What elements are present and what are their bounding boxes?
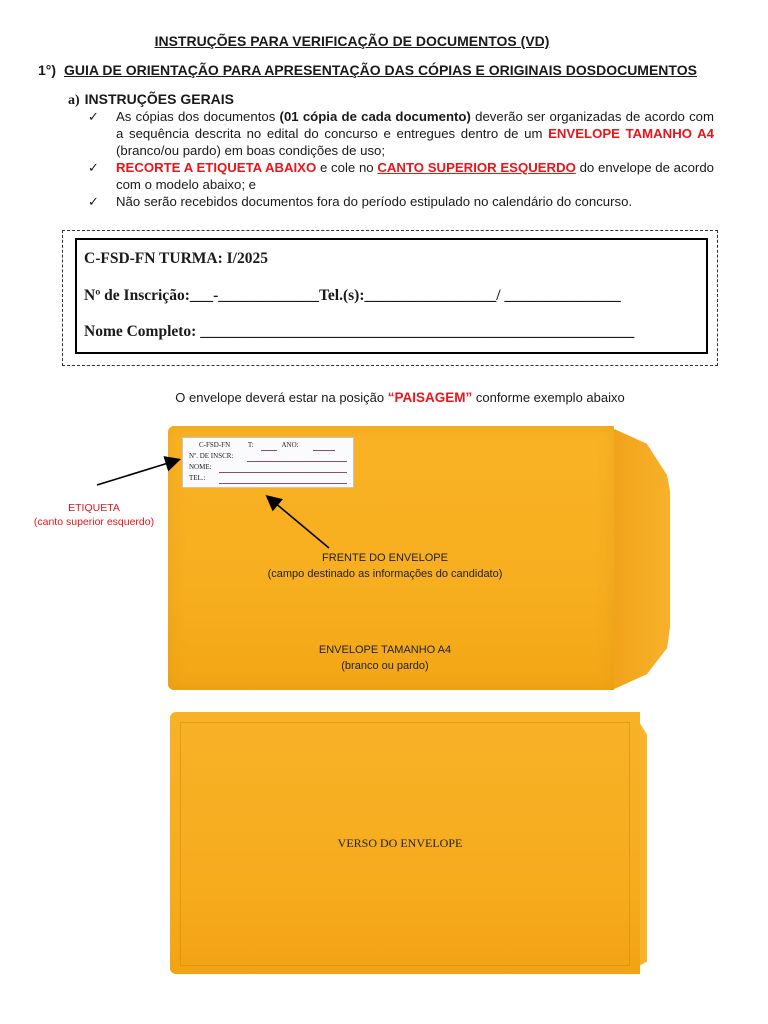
label-registration-line: Nº de Inscrição:___-_____________Tel.(s):_________________/ _______________ xyxy=(84,287,621,304)
etiqueta-title: ETIQUETA xyxy=(68,502,120,514)
front-label-title: FRENTE DO ENVELOPE xyxy=(322,552,448,564)
mini-label-row: NOME: xyxy=(189,463,212,471)
checkmark-icon: ✓ xyxy=(88,109,99,124)
label-name-line: Nome Completo: ________________________________________________________ xyxy=(84,323,635,340)
back-envelope-label: VERSO DO ENVELOPE xyxy=(337,836,463,850)
section-title: INSTRUÇÕES GERAIS xyxy=(84,91,235,107)
mini-label-row: Nº. DE INSCR: xyxy=(189,452,234,460)
note-text-red: “PAISAGEM” xyxy=(387,390,473,405)
guide-text: GUIA DE ORIENTAÇÃO PARA APRESENTAÇÃO DAS CÓPIAS E ORIGINAIS DOSDOCUMENTOS xyxy=(64,62,697,78)
envelope-size-subtitle: (branco ou pardo) xyxy=(341,660,429,672)
item-text: deverão ser organizadas de acordo com a sequência descrita no edital do concurso e entregues dentro de um xyxy=(116,109,715,141)
checkmark-icon: ✓ xyxy=(88,194,99,209)
guide-number: 1°) xyxy=(38,62,57,78)
label-class-line: C-FSD-FN TURMA: I/2025 xyxy=(84,250,268,267)
etiqueta-arrow-icon xyxy=(97,460,178,485)
item-text: Não serão recebidos documentos fora do período estipulado no calendário do concurso. xyxy=(116,194,633,209)
mini-label-text: C-FSD-FN xyxy=(199,441,231,449)
item-text-red: ENVELOPE TAMANHO A4 xyxy=(548,126,714,141)
item-text: do envelope de acordo com o modelo abaixo; e xyxy=(116,160,714,192)
item-text: As cópias dos documentos xyxy=(116,109,280,124)
note-text: O envelope deverá estar na posição xyxy=(175,390,388,405)
mini-label-row: TEL.: xyxy=(189,474,206,482)
note-text: conforme exemplo abaixo xyxy=(472,390,625,405)
item-text: e cole no xyxy=(316,160,378,175)
mini-label-text: ANO: xyxy=(281,441,299,449)
item-text: (branco/ou pardo) em boas condições de uso; xyxy=(116,143,386,158)
etiqueta-subtitle: (canto superior esquerdo) xyxy=(33,516,155,528)
document-title: INSTRUÇÕES PARA VERIFICAÇÃO DE DOCUMENTOS (VD) xyxy=(154,33,550,49)
section-letter: a) xyxy=(68,93,80,108)
item-text-red: RECORTE A ETIQUETA ABAIXO xyxy=(116,160,317,175)
mini-label-text: T: xyxy=(247,441,254,449)
front-field-arrow-icon xyxy=(268,497,329,548)
item-text-bold: (01 cópia de cada documento) xyxy=(279,109,471,124)
front-label-subtitle: (campo destinado as informações do candidato) xyxy=(267,568,503,580)
item-text-red-underlined: CANTO SUPERIOR ESQUERDO xyxy=(377,160,576,175)
envelope-size-title: ENVELOPE TAMANHO A4 xyxy=(318,644,452,656)
checkmark-icon: ✓ xyxy=(88,160,99,175)
